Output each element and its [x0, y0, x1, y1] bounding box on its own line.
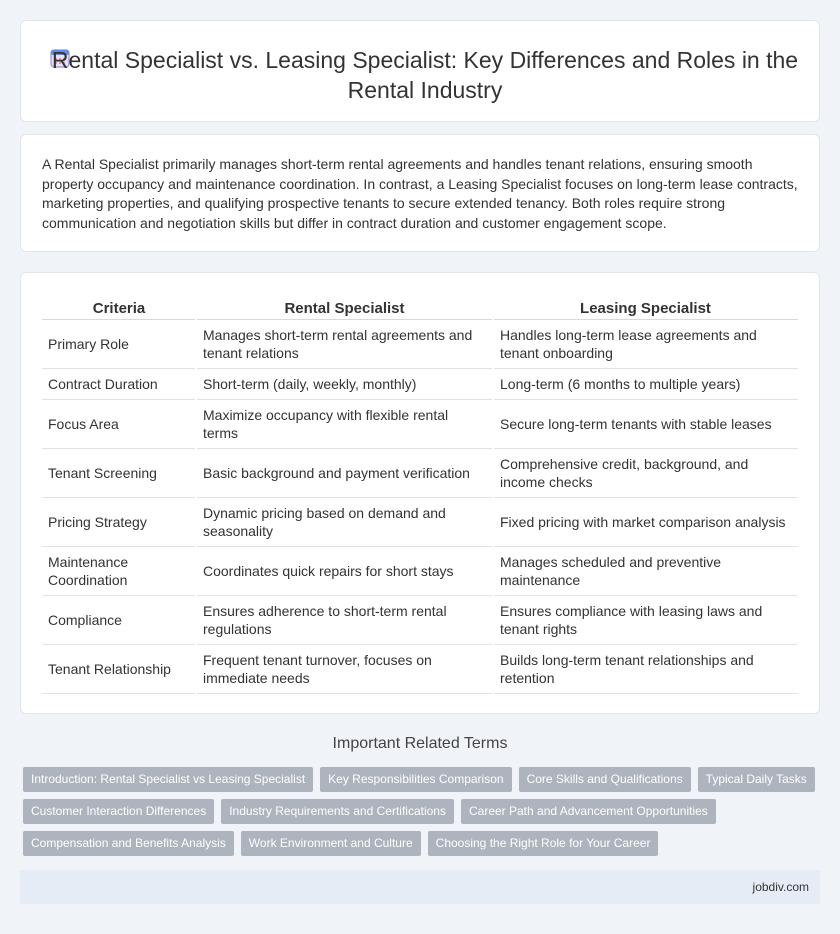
table-row [42, 644, 798, 693]
table-row [42, 595, 798, 644]
rental-cell: Frequent tenant turnover, focuses on immediate needs [196, 644, 493, 693]
footer-site-link[interactable]: jobdiv.com [752, 880, 809, 894]
tag-choosing-role[interactable]: Choosing the Right Role for Your Career [428, 831, 659, 856]
rental-cell: Ensures adherence to short-term rental regulations [196, 595, 493, 644]
footer [20, 870, 820, 904]
tag-industry-requirements[interactable]: Industry Requirements and Certifications [221, 799, 454, 824]
leasing-cell: Builds long-term tenant relationships and retention [493, 644, 798, 693]
tag-key-responsibilities[interactable]: Key Responsibilities Comparison [320, 767, 511, 792]
comparison-table [42, 295, 798, 694]
leasing-cell: Long-term (6 months to multiple years) [493, 368, 798, 399]
criteria-cell: Tenant Screening [42, 448, 196, 497]
leasing-cell: Handles long-term lease agreements and tenant onboarding [493, 319, 798, 368]
intro-card [20, 134, 820, 252]
tag-work-environment[interactable]: Work Environment and Culture [241, 831, 421, 856]
title-card [20, 20, 820, 122]
table-row [42, 368, 798, 399]
tag-compensation[interactable]: Compensation and Benefits Analysis [23, 831, 234, 856]
table-row [42, 546, 798, 595]
criteria-cell: Compliance [42, 595, 196, 644]
header-rental-specialist: Rental Specialist [196, 295, 493, 319]
leasing-cell: Manages scheduled and preventive maintenance [493, 546, 798, 595]
leasing-cell: Secure long-term tenants with stable leases [493, 399, 798, 448]
table-header-row [42, 295, 798, 319]
leasing-cell: Fixed pricing with market comparison analysis [493, 497, 798, 546]
rental-cell: Short-term (daily, weekly, monthly) [196, 368, 493, 399]
header-criteria: Criteria [42, 295, 196, 319]
criteria-cell: Pricing Strategy [42, 497, 196, 546]
page-title: Rental Specialist vs. Leasing Specialist: Key Differences and Roles in the Rental Industry [51, 47, 799, 103]
intro-paragraph: A Rental Specialist primarily manages short-term rental agreements and handles tenant relations, ensuring smooth property occupancy and maintenance coordination. In contrast, a Leasing Specialist focuses on long-term lease contracts, marketing properties, and qualifying prospective tenants to secure extended tenancy. Both roles require strong communication and negotiation skills but differ in contract duration and customer engagement scope. [42, 156, 798, 231]
table-row [42, 448, 798, 497]
rental-cell: Manages short-term rental agreements and tenant relations [196, 319, 493, 368]
criteria-cell: Primary Role [42, 319, 196, 368]
tag-daily-tasks[interactable]: Typical Daily Tasks [698, 767, 815, 792]
rental-cell: Maximize occupancy with flexible rental terms [196, 399, 493, 448]
related-terms-tags [23, 767, 823, 863]
rental-cell: Dynamic pricing based on demand and seasonality [196, 497, 493, 546]
rental-cell: Coordinates quick repairs for short stays [196, 546, 493, 595]
criteria-cell: Tenant Relationship [42, 644, 196, 693]
tag-introduction[interactable]: Introduction: Rental Specialist vs Leasing Specialist [23, 767, 313, 792]
leasing-cell: Ensures compliance with leasing laws and tenant rights [493, 595, 798, 644]
header-leasing-specialist: Leasing Specialist [493, 295, 798, 319]
rental-cell: Basic background and payment verification [196, 448, 493, 497]
table-row [42, 319, 798, 368]
tag-core-skills[interactable]: Core Skills and Qualifications [519, 767, 691, 792]
comparison-card [20, 272, 820, 714]
criteria-cell: Focus Area [42, 399, 196, 448]
tag-career-path[interactable]: Career Path and Advancement Opportunities [461, 799, 716, 824]
related-terms-title: Important Related Terms [332, 735, 508, 752]
tag-customer-interaction[interactable]: Customer Interaction Differences [23, 799, 214, 824]
table-row [42, 497, 798, 546]
criteria-cell: Maintenance Coordination [42, 546, 196, 595]
leasing-cell: Comprehensive credit, background, and income checks [493, 448, 798, 497]
criteria-cell: Contract Duration [42, 368, 196, 399]
table-row [42, 399, 798, 448]
